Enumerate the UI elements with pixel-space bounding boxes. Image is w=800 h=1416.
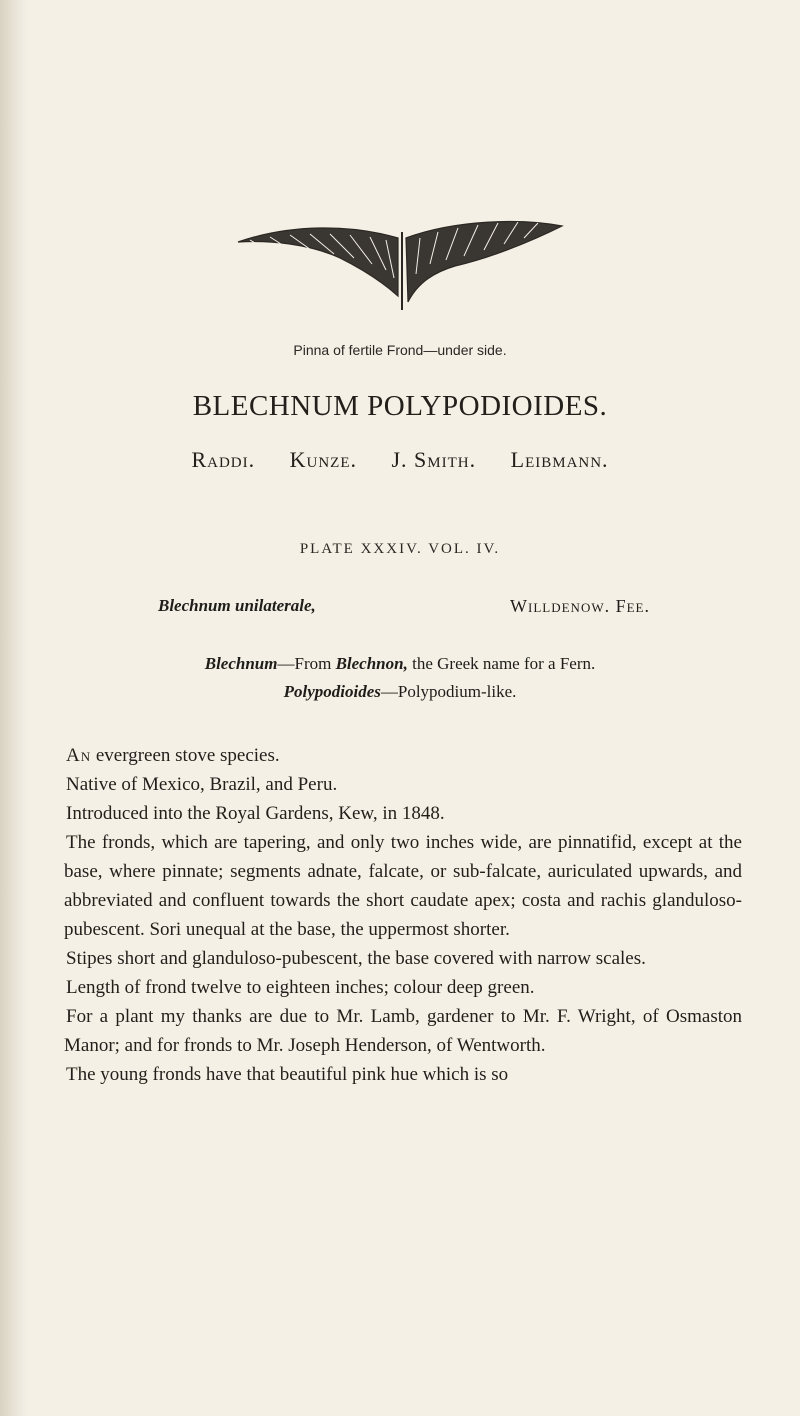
plate-reference: PLATE XXXIV. VOL. IV.	[299, 541, 501, 557]
species-title: BLECHNUM POLYPODIOIDES.	[192, 390, 608, 422]
etymology-term: Blechnum	[204, 654, 278, 673]
fern-pinna-illustration	[230, 218, 570, 314]
etymology-text: —Polypodium-like.	[380, 682, 517, 701]
author-name: Kunze.	[289, 447, 357, 472]
etymology-genus	[0, 654, 800, 674]
description-body	[62, 741, 742, 1089]
paragraph: Introduced into the Royal Gardens, Kew, in 1848.	[66, 803, 445, 824]
etymology-text: the Greek name for a Fern.	[407, 654, 596, 673]
paragraph: The young fronds have that beautiful pink hue which is so	[66, 1064, 509, 1085]
figure-caption: Pinna of fertile Frond—under side.	[293, 342, 507, 358]
etymology-text: —From	[277, 654, 336, 673]
etymology-species	[0, 682, 800, 702]
author-name: Raddi.	[191, 447, 256, 472]
page-edge-shadow	[0, 0, 28, 1416]
fern-pinna-figure	[0, 218, 800, 338]
paragraph	[62, 741, 742, 770]
author-name: J. Smith.	[391, 447, 477, 472]
drop-word: An	[66, 745, 92, 766]
paragraph: Native of Mexico, Brazil, and Peru.	[66, 774, 338, 795]
etymology-term: Polypodioides	[283, 682, 381, 701]
synonym-name: Blechnum unilaterale,	[158, 596, 316, 615]
paragraph: Stipes short and glanduloso-pubescent, the base covered with narrow scales.	[66, 948, 646, 969]
paragraph: The fronds, which are tapering, and only two inches wide, are pinnatifid, except at the base, where pinnate; segments adnate, falcate, or sub-falcate, auriculated upwards, and abbreviated and confluent towards the short caudate apex; costa and rachis glanduloso-pubescent. Sori unequal at the base, the uppermost shorter.	[64, 832, 742, 940]
paragraph: Length of frond twelve to eighteen inches; colour deep green.	[66, 977, 535, 998]
paragraph: For a plant my thanks are due to Mr. Lamb, gardener to Mr. F. Wright, of Osmaston Manor; and for fronds to Mr. Joseph Henderson, of Wentworth.	[64, 1006, 742, 1056]
author-line	[0, 447, 800, 473]
author-name: Leibmann.	[510, 447, 609, 472]
synonym-authority: Willdenow. Fee.	[510, 596, 650, 616]
etymology-source: Blechnon,	[335, 654, 408, 673]
paragraph-text: evergreen stove species.	[91, 745, 280, 766]
